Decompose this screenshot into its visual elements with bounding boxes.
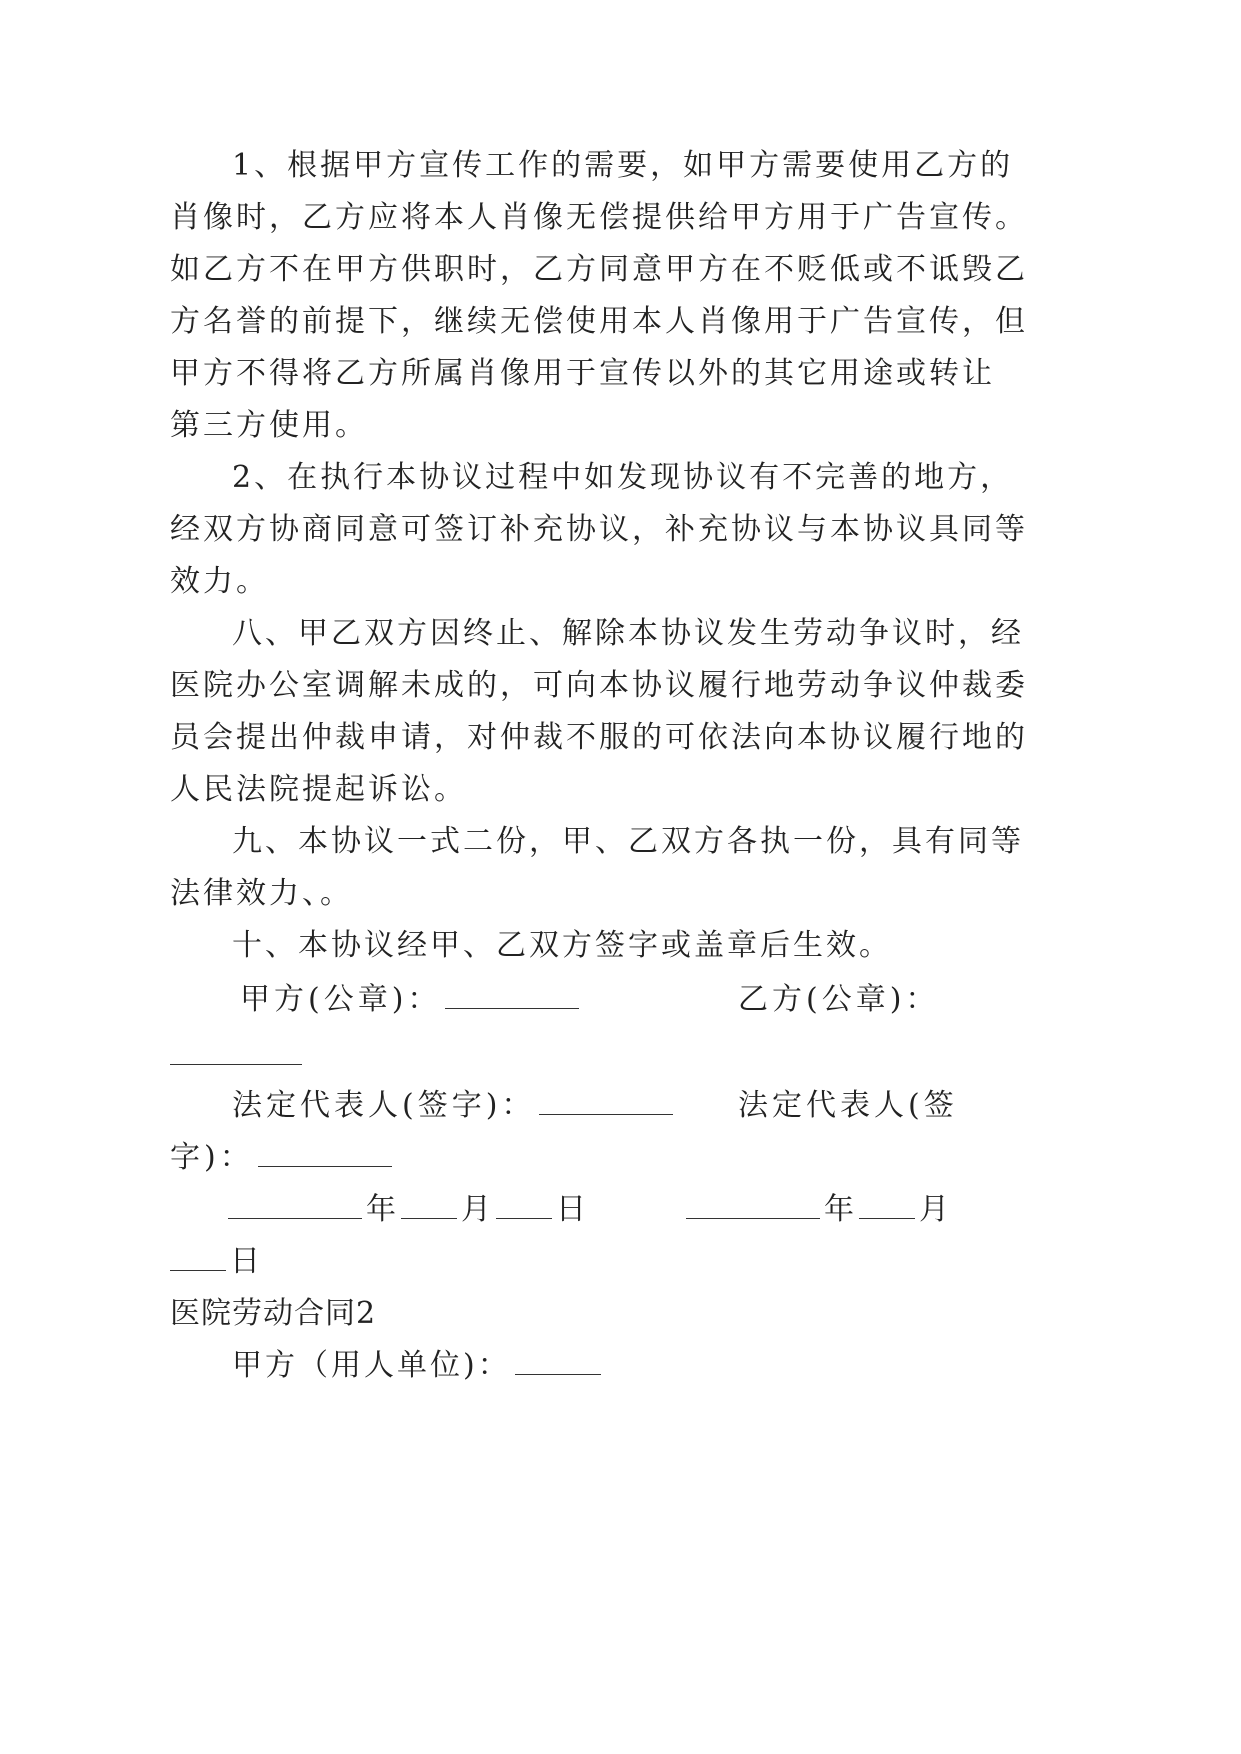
paragraph-line: 效力。 bbox=[170, 564, 269, 599]
paragraph-line: 人民法院提起诉讼。 bbox=[170, 772, 467, 807]
employer-blank bbox=[515, 1348, 601, 1375]
paragraph-line: 十、本协议经甲、乙双方签字或盖章后生效。 bbox=[232, 928, 892, 963]
paragraph-line: 第三方使用。 bbox=[170, 408, 368, 443]
party-b-seal-label: 乙方(公章)： bbox=[738, 982, 940, 1017]
rep-b-blank bbox=[258, 1140, 392, 1167]
contract-title: 医院劳动合同2 bbox=[170, 1296, 377, 1331]
paragraph-line: 八、甲乙双方因终止、解除本协议发生劳动争议时，经 bbox=[232, 616, 1024, 651]
year-blank bbox=[228, 1192, 362, 1219]
paragraph-line: 员会提出仲裁申请，对仲裁不服的可依法向本协议履行地的 bbox=[170, 720, 1028, 755]
date-line-a: 年 月 日 bbox=[228, 1190, 587, 1230]
date-line-b: 年 月 bbox=[686, 1190, 950, 1230]
rep-a-blank bbox=[539, 1088, 673, 1115]
paragraph-line: 方名誉的前提下，继续无偿使用本人肖像用于广告宣传，但 bbox=[170, 304, 1028, 339]
month-blank bbox=[401, 1192, 457, 1219]
paragraph-line: 经双方协商同意可签订补充协议，补充协议与本协议具同等 bbox=[170, 512, 1028, 547]
day-blank bbox=[496, 1192, 552, 1219]
month-blank bbox=[859, 1192, 915, 1219]
paragraph-line: 甲方不得将乙方所属肖像用于宣传以外的其它用途或转让 bbox=[170, 356, 995, 391]
year-blank bbox=[686, 1192, 820, 1219]
paragraph-line: 肖像时，乙方应将本人肖像无偿提供给甲方用于广告宣传。 bbox=[170, 200, 1028, 235]
rep-b-label: 法定代表人(签 bbox=[738, 1088, 958, 1123]
employer-label: 甲方（用人单位)： bbox=[232, 1346, 605, 1386]
paragraph-line: 1、根据甲方宣传工作的需要，如甲方需要使用乙方的 bbox=[232, 148, 1014, 183]
party-a-seal-blank bbox=[445, 982, 579, 1009]
party-a-seal-label: 甲方(公章)： bbox=[240, 980, 583, 1020]
day-blank bbox=[170, 1244, 226, 1271]
paragraph-line: 法律效力、。 bbox=[170, 876, 353, 911]
date-line-b-continued: 日 bbox=[170, 1242, 261, 1282]
party-b-seal-blank-line bbox=[170, 1036, 306, 1076]
party-b-seal-blank bbox=[170, 1038, 302, 1065]
paragraph-line: 医院办公室调解未成的，可向本协议履行地劳动争议仲裁委 bbox=[170, 668, 1028, 703]
paragraph-line: 如乙方不在甲方供职时，乙方同意甲方在不贬低或不诋毁乙 bbox=[170, 252, 1028, 287]
rep-a-label: 法定代表人(签字)： bbox=[232, 1086, 677, 1126]
rep-b-label-continued: 字)： bbox=[170, 1138, 396, 1178]
paragraph-line: 九、本协议一式二份，甲、乙双方各执一份，具有同等 bbox=[232, 824, 1024, 859]
paragraph-line: 2、在执行本协议过程中如发现协议有不完善的地方， bbox=[232, 460, 1014, 495]
